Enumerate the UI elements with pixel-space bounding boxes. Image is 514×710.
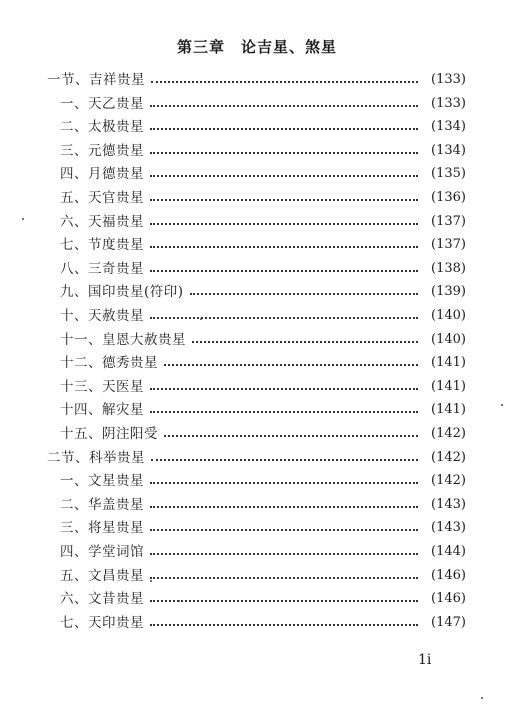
toc-entry-page: (142) bbox=[431, 426, 466, 441]
dot-leader bbox=[146, 210, 422, 234]
toc-entry-title: 十四、解灾星 bbox=[60, 402, 144, 419]
toc-entry bbox=[60, 398, 466, 422]
toc-entry-page: (144) bbox=[431, 544, 466, 559]
toc-entry bbox=[60, 587, 466, 611]
scan-speck bbox=[178, 600, 180, 602]
dot-leader bbox=[146, 516, 422, 540]
toc-entry bbox=[60, 186, 466, 210]
toc-entry-title: 七、天印贵星 bbox=[60, 614, 144, 631]
dot-leader bbox=[147, 68, 422, 92]
toc-entry-title: 一、文星贵星 bbox=[60, 473, 144, 490]
toc-entry bbox=[60, 540, 466, 564]
toc-entry-page: (142) bbox=[431, 473, 466, 489]
toc-entry-page: (146) bbox=[431, 567, 466, 583]
scan-speck bbox=[501, 404, 503, 406]
toc-section-entry bbox=[47, 446, 466, 470]
toc-entry bbox=[60, 351, 466, 375]
toc-entry bbox=[60, 115, 466, 139]
toc-entry-page: (141) bbox=[431, 378, 466, 394]
dot-leader bbox=[146, 257, 422, 281]
toc-entry-page: (138) bbox=[431, 260, 466, 276]
toc-entry-page: (139) bbox=[431, 284, 466, 300]
scan-speck bbox=[481, 697, 483, 699]
dot-leader bbox=[146, 493, 422, 517]
toc-entry bbox=[60, 516, 466, 540]
toc-entry bbox=[60, 328, 466, 352]
toc-entry-page: (133) bbox=[431, 72, 466, 87]
toc-entry-page: (135) bbox=[431, 166, 466, 182]
scan-speck bbox=[22, 218, 24, 220]
toc-entry-title: 十一、皇恩大赦贵星 bbox=[60, 331, 186, 348]
toc-entry bbox=[60, 375, 466, 399]
dot-leader bbox=[146, 162, 422, 186]
toc-entry-title: 二、华盖贵星 bbox=[60, 496, 144, 513]
toc-entry-page: (146) bbox=[431, 591, 466, 607]
toc-entry-title: 一节、吉祥贵星 bbox=[47, 72, 145, 88]
scan-speck bbox=[200, 318, 202, 320]
toc-entry-title: 一、天乙贵星 bbox=[60, 95, 144, 112]
toc-entry-page: (141) bbox=[431, 402, 466, 418]
toc-entry-title: 六、天福贵星 bbox=[60, 213, 144, 230]
toc-entry bbox=[60, 422, 466, 446]
toc-entry-title: 十二、德秀贵星 bbox=[60, 355, 158, 372]
dot-leader bbox=[146, 92, 422, 116]
chapter-title: 第三章 论吉星、煞星 bbox=[176, 38, 337, 56]
dot-leader bbox=[146, 233, 422, 257]
dot-leader bbox=[146, 469, 422, 493]
toc-entry-title: 十三、天医星 bbox=[60, 378, 144, 395]
dot-leader bbox=[188, 328, 422, 352]
toc-entry bbox=[60, 92, 466, 116]
dot-leader bbox=[146, 115, 422, 139]
toc-entry-page: (134) bbox=[431, 142, 466, 158]
toc-entry-title: 三、元德贵星 bbox=[60, 142, 144, 159]
toc-entry bbox=[60, 469, 466, 493]
toc-entry-page: (147) bbox=[431, 614, 466, 630]
toc-entry bbox=[60, 162, 466, 186]
toc-entry-page: (141) bbox=[431, 355, 466, 371]
toc-entry-page: (134) bbox=[431, 119, 466, 135]
toc-entry-title: 九、国印贵星(符印) bbox=[60, 284, 184, 301]
toc-entry-title: 十、天赦贵星 bbox=[60, 308, 144, 324]
dot-leader bbox=[146, 611, 422, 635]
dot-leader bbox=[147, 446, 422, 470]
toc-entry-page: (137) bbox=[431, 237, 466, 253]
dot-leader bbox=[146, 139, 422, 163]
toc-entry bbox=[60, 257, 466, 281]
toc-entry bbox=[60, 139, 466, 163]
toc-entry-title: 二、太极贵星 bbox=[60, 119, 144, 136]
toc-entry-title: 四、月德贵星 bbox=[60, 166, 144, 183]
toc-entry-page: (137) bbox=[431, 213, 466, 229]
dot-leader bbox=[146, 564, 422, 588]
dot-leader bbox=[160, 351, 422, 375]
toc-entry-title: 四、学堂词馆 bbox=[60, 544, 144, 560]
dot-leader bbox=[186, 280, 422, 304]
toc-entry-title: 七、节度贵星 bbox=[60, 237, 144, 254]
dot-leader bbox=[160, 422, 422, 446]
toc-entry-page: (133) bbox=[431, 95, 466, 111]
dot-leader bbox=[146, 304, 422, 328]
toc-entry bbox=[60, 493, 466, 517]
dot-leader bbox=[146, 587, 422, 611]
toc-section-entry bbox=[47, 68, 466, 92]
toc-entry-title: 五、文昌贵星 bbox=[60, 567, 144, 584]
toc-entry-title: 十五、阴注阳受 bbox=[60, 426, 158, 442]
toc-entry-title: 三、将星贵星 bbox=[60, 520, 144, 537]
toc-entry-page: (136) bbox=[431, 190, 466, 205]
toc-entry bbox=[60, 611, 466, 635]
page-number: 1i bbox=[418, 652, 432, 668]
dot-leader bbox=[146, 398, 422, 422]
scan-speck bbox=[150, 580, 152, 582]
toc-entry bbox=[60, 564, 466, 588]
toc-entry-page: (142) bbox=[431, 449, 466, 465]
toc-entry bbox=[60, 304, 466, 328]
toc-entry bbox=[60, 210, 466, 234]
dot-leader bbox=[146, 186, 422, 210]
toc-entry-page: (143) bbox=[431, 520, 466, 536]
toc-entry bbox=[60, 233, 466, 257]
toc-entry-title: 六、文昔贵星 bbox=[60, 591, 144, 608]
dot-leader bbox=[146, 375, 422, 399]
dot-leader bbox=[146, 540, 422, 564]
toc-entry-page: (140) bbox=[431, 331, 466, 347]
toc-entry bbox=[60, 280, 466, 304]
toc-entry-page: (140) bbox=[431, 308, 466, 323]
toc-entry-page: (143) bbox=[431, 496, 466, 512]
toc-entry-title: 五、天官贵星 bbox=[60, 190, 144, 206]
toc-entry-title: 八、三奇贵星 bbox=[60, 260, 144, 277]
toc-entry-title: 二节、科举贵星 bbox=[47, 449, 145, 466]
